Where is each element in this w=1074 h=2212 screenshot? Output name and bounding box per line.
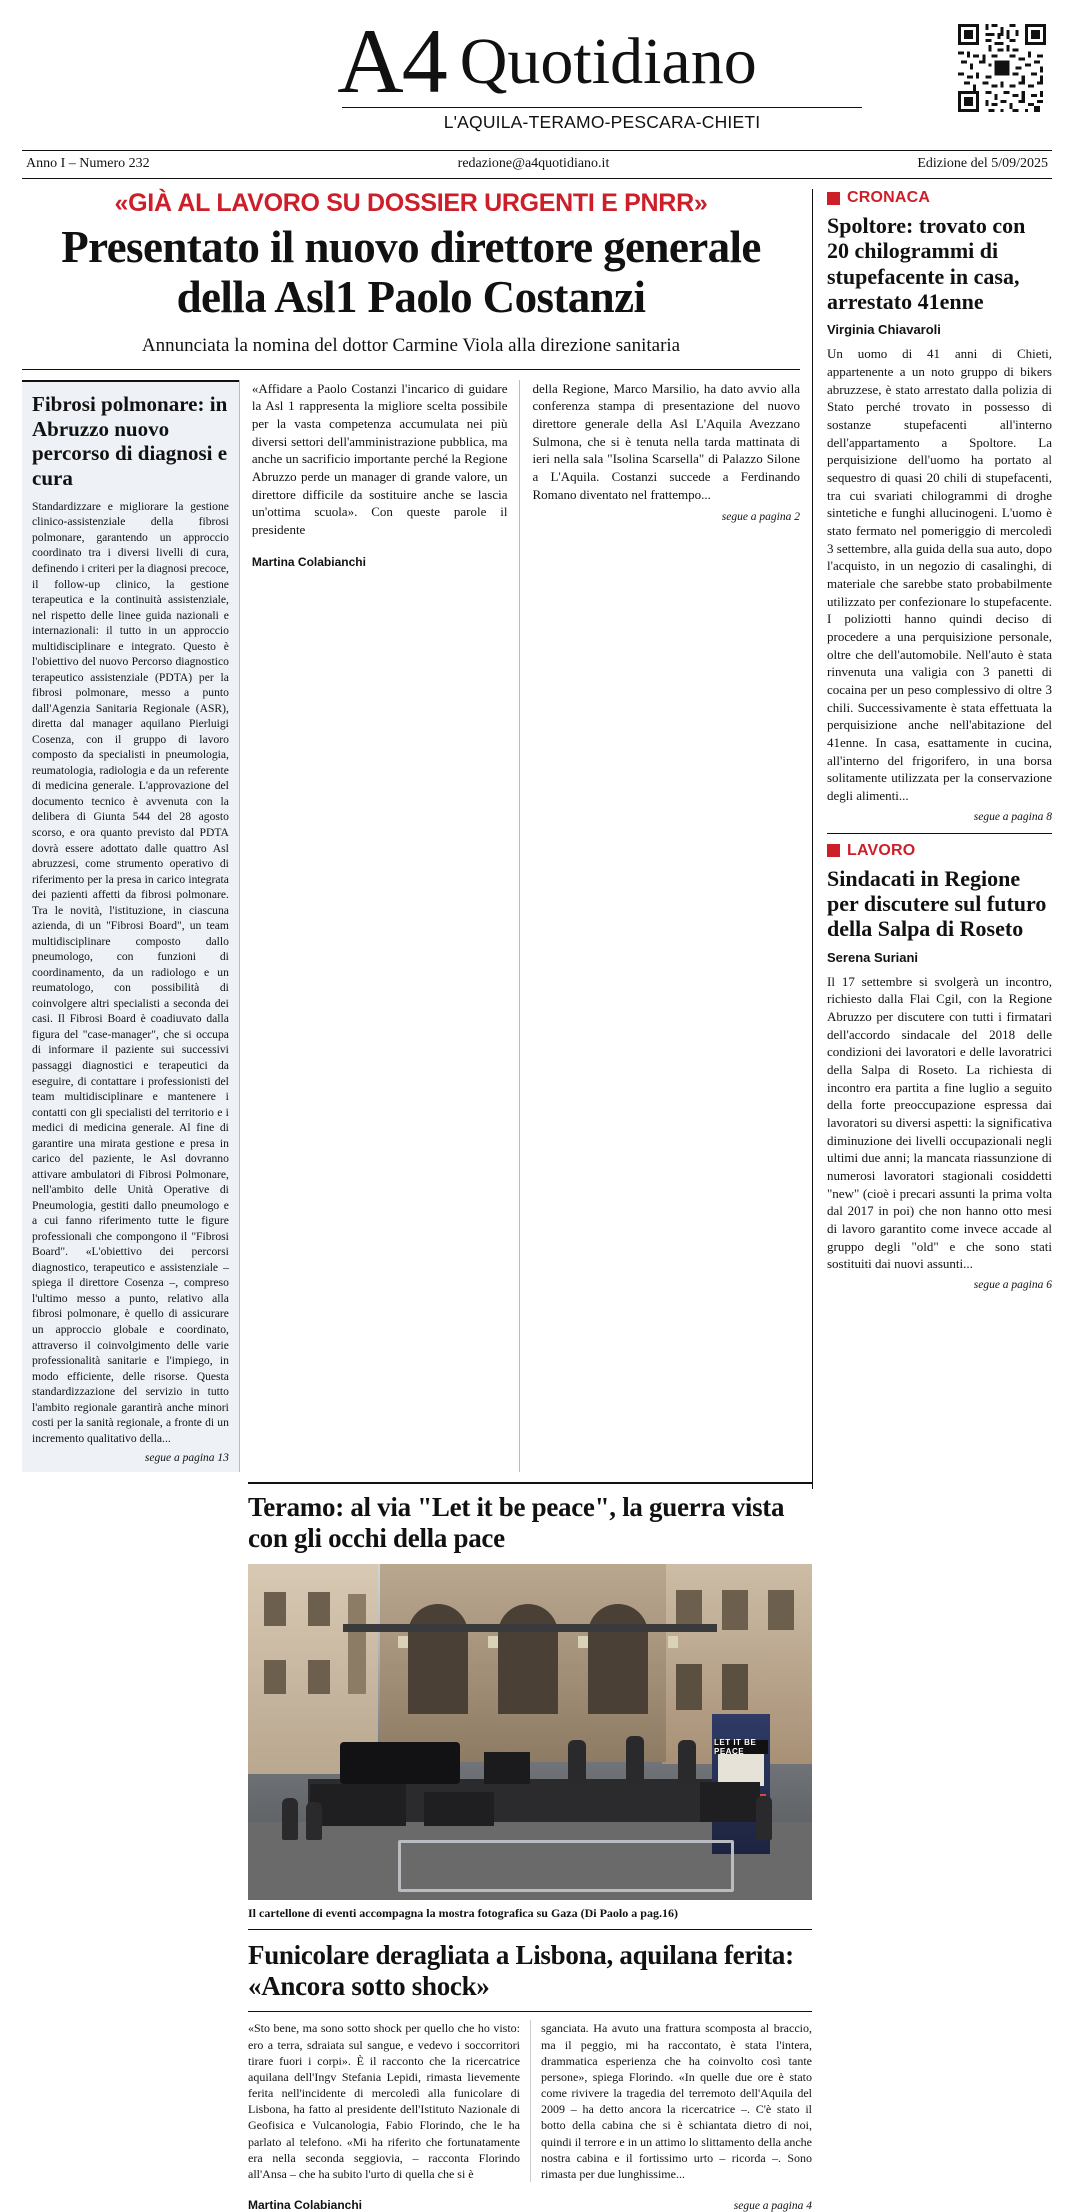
funicolare-columns [248,2020,812,2182]
page-body [22,189,1052,2212]
newsroom-email[interactable]: redazione@a4quotidiano.it [457,156,610,171]
lead-byline: Martina Colabianchi [251,554,366,569]
rail-section-tag-lavoro[interactable] [827,842,1052,860]
logo-wordmark: Quotidiano [459,24,757,98]
rail-tag-label: CRONACA [847,189,931,206]
photo-arch-1 [408,1604,468,1714]
lead-paragraph-1: «Affidare a Paolo Costanzi l'incarico di guidare la Asl 1 rappresenta la migliore scelta possibile per la vasta competenza accumulata nei più diversi settori dell'amministrazione pubblica, ma anche un sacrificio importante perché la Regione Abruzzo perde un manager di grande valore, un direttore difficile da sostituire anche se lascia un'ottima scuola». Con queste parole il presidente [251,380,508,538]
lead-subheadline: Annunciata la nomina del dottor Carmine Viola alla direzione sanitaria [22,335,800,370]
rail-segue-cronaca[interactable]: segue a pagina 8 [973,810,1052,823]
photo-arch-2 [498,1604,558,1714]
lead-body-text-1 [252,380,508,539]
photo-stage-light [578,1636,588,1648]
photo-equipment-case [424,1792,494,1826]
photo-person [282,1798,298,1840]
photo-banner-text: LET IT BE PEACE [714,1740,768,1754]
masthead-title-group [232,10,862,133]
lead-columns [22,380,800,1472]
lead-paragraph-2: della Regione, Marco Marsilio, ha dato avvio alla conferenza stampa di presentazione del nuovo direttore generale della Asl L'Aquila Avezzano Sulmona, che si è tenuta nella tarda mattinata di ieri nella sala "Isolina Scarsella" di Palazzo Silone a L'Aquila. Costanzi succede a Ferdinando Romano diventato nel frattempo... [532,380,800,502]
photo-musician [678,1740,696,1786]
rail-article-cronaca [827,189,1052,823]
section-marker-icon [827,192,840,205]
funicolare-segue[interactable]: segue a pagina 4 [733,2200,812,2212]
lead-body-text-2 [532,380,800,504]
lead-byline-row [252,547,508,569]
lead-kicker: «GIÀ AL LAVORO SU DOSSIER URGENTI E PNRR» [114,189,708,217]
edition-date: Edizione del 5/09/2025 [917,156,1048,171]
rail-divider [827,833,1052,834]
rail-body-cronaca: Un uomo di 41 anni di Chieti, appartenente a un noto gruppo di bikers abruzzese, è stato arrestato dalla polizia di Stato perché trovato in possesso di sostanze stupefacenti all'interno dell'appartamento a Spoltore. La perquisizione dell'uomo ha portato al sequestro di quasi 20 chili di stupefacenti, tra cui svariati chilogrammi di droghe sintetiche e funghi allucinogeni. L'uomo è stato fermato nel pomeriggio di mercoledì 3 settembre, alla guida della sua auto, dopo l'acquisto, in un negozio di casalinghi, di materiale che sarebbe stato probabilmente utilizzato per confezionare lo stupefacente. I poliziotti hanno quindi deciso di procedere a una perquisizione personale, oltre che dell'automobile. Nell'auto è stata rinvenuta una valigia con 3 panetti di cocaina per un peso complessivo di oltre 3 chili. Successivamente è stata effettuata la perquisizione anche nell'abitazione del 41enne. In casa, esattamente in cucina, all'interno del frigorifero, in una borsa solitamente utilizzata per la conservazione degli alimenti... [827,346,1052,803]
rail-author-cronaca: Virginia Chiavaroli [827,322,941,338]
funicolare-paragraph-1: «Sto bene, ma sono sotto shock per quello che ho visto: ero a terra, sdraiata sul sangue, e vedevo i soccorritori tirare fuori i corpi». È il racconto che la ricercatrice aquilana dell'Ingv Stefania Lepidi, rimasta lievemente ferita nell'incidente di mercoledì alla funicolare di Lisbona, ha fatto al presidente dell'Istituto Nazionale di Geofisica e Vulcanologia, Fabio Florindo, che le ha parlato al telefono. «Mi ha riferito che fortunatamente era nella seconda seggiovia, – racconta Florindo all'Ansa – che ha subito l'urto di quella che si è [248,2021,520,2181]
side-feature-segue[interactable]: segue a pagina 13 [144,1452,229,1465]
masthead-logo-row [337,10,757,112]
right-rail [812,189,1052,1489]
rail-author-lavoro: Serena Suriani [827,949,919,965]
logo-a4: A4 [337,10,446,112]
teramo-separator [248,1482,812,1554]
rail-article-lavoro [827,842,1052,1291]
issue-number: Anno I – Numero 232 [26,156,150,171]
funicolare-column-2 [530,2020,812,2182]
photo-stage-light [398,1636,408,1648]
photo-lighting-truss [343,1624,717,1632]
teramo-article [248,1482,812,2212]
section-marker-icon [827,844,840,857]
funicolare-column-1 [248,2020,530,2182]
rail-tag-label: LAVORO [847,841,916,859]
photo-musician [568,1740,586,1786]
photo-drum-kit [484,1752,530,1784]
photo-barrier [398,1840,734,1892]
lead-headline[interactable]: Presentato il nuovo direttore generale della Asl1 Paolo Costanzi [61,222,761,323]
side-feature-headline[interactable]: Fibrosi polmonare: in Abruzzo nuovo percorso di diagnosi e cura [32,391,228,491]
masthead [22,10,1052,138]
teramo-photo [248,1564,812,1900]
teramo-photo-caption: Il cartellone di eventi accompagna la mostra fotografica su Gaza (Di Paolo a pag.16) [248,1900,812,1930]
photo-musician [626,1736,644,1786]
lead-segue[interactable]: segue a pagina 2 [721,511,800,524]
teramo-headline[interactable]: Teramo: al via "Let it be peace", la guerra vista con gli occhi della pace [248,1492,785,1554]
issue-info-bar [22,150,1052,179]
funicolare-paragraph-2: sganciata. Ha avuto una frattura scomposta al braccio, ma il peggio, mi ha raccontato, è stata l'intera, drammatica esperienza che ha coinvolto così tante persone», spiega Florindo. «In quelle due ore è stato come rivivere la tragedia del terremoto dell'Aquila del 2009 – ha detto ancora la ricercatrice –. C'è stato il botto della cabina che si è schiantata dietro di noi, quindi il terrore e in un attimo lo slittamento della anche nostra cabina e il fortissimo urto – ricorda –. Sono rimasta per due lunghissime... [541,2021,812,2181]
photo-stage-light [668,1636,678,1648]
photo-equipment-case [310,1784,406,1826]
lead-body-column-1 [239,380,520,1472]
side-feature-body [32,499,229,1446]
photo-arch-3 [588,1604,648,1714]
funicolare-headline[interactable]: Funicolare deragliata a Lisbona, aquilana ferita: «Ancora sotto shock» [248,1939,794,2001]
masthead-subtitle: L'AQUILA-TERAMO-PESCARA-CHIETI [342,107,862,133]
funicolare-byline-row [248,2190,812,2212]
rail-headline-cronaca[interactable]: Spoltore: trovato con 20 chilogrammi di stupefacente in casa, arrestato 41enne [827,213,1026,314]
photo-equipment-case [700,1782,760,1822]
photo-grand-piano [340,1742,460,1784]
lead-segue-row [532,511,800,523]
rail-section-tag-cronaca[interactable] [827,189,1052,207]
main-column-zone [22,189,812,2212]
photo-person [756,1796,772,1840]
photo-stage-light [488,1636,498,1648]
side-feature-text: Standardizzare e migliorare la gestione clinico-assistenziale della fibrosi polmonare, garantendo un approccio coordinato tra i diversi livelli di cura, definendo i criteri per la diagnosi precoce, il follow-up clinico, la gestione terapeutica e la continuità assistenziale, nel rispetto delle linee guida nazionali e internazionali: il tutto in un approccio multidisciplinare e integrato. Questo è l'obiettivo del nuovo Percorso diagnostico terapeutico assistenziale (PDTA) per la fibrosi polmonare, messo a punto dall'Agenzia Sanitaria Regionale (ASR), diretta dal manager aquilano Pierluigi Cosenza, con il gruppo di lavoro composto da specialisti in pneumologia, reumatologia, radiologia e da un referente di medicina generale. L'approvazione del documento tecnico è avvenuta con la delibera di Giunta 544 del 28 agosto scorso, e ora quanto previsto dal PDTA dovrà essere adottato dalle quattro Asl abruzzesi, come strumento operativo di riferimento per la presa in carico integrata dei pazienti affetti da fibrosi polmonare. Tra le novità, l'istituzione, in ciascuna azienda, di un "Fibrosi Board", un team multidisciplinare composto dallo pneumologo, con funzioni di coordinamento, da un radiologo e un reumatologo, con possibilità di coinvolgere altri specialisti a seconda dei casi. Il Fibrosi Board è coadiuvato dalla figura del "case-manager", che si occupa di informare il paziente sui successivi passaggi diagnostici e terapeutici da eseguire, di contattare i professionisti del team multidisciplinare e mantenere i contatti con gli specialisti del territorio e i medici di medicina generale. Al fine di garantire una mirata gestione e presa in carico del paziente, le Asl dovranno attivare ambulatori di Fibrosi Polmonare, nell'ambito delle Unità Operative di Pneumologia, gestiti dallo pneumologo e a cui fanno riferimento tutte le figure professionali che compongono il "Fibrosi Board". «L'obiettivo dei percorsi diagnostico, terapeutico e assistenziale – spiega il direttore Cosenza –, compreso l'ultimo messo a punto, relativo alla fibrosi polmonare, è quello di assicurare un approccio globale e coordinato, attraverso il coinvolgimento delle varie professionalità sanitarie e l'impiego, in modo efficiente, delle risorse. Questa standardizzazione del servizio in tutto l'ambito regionale garantirà anche minori costi per la sanità regionale, a fronte di un incremento qualitativo della... [32,499,229,1445]
photo-person [306,1802,322,1840]
funicolare-byline: Martina Colabianchi [248,2198,363,2212]
rail-segue-lavoro[interactable]: segue a pagina 6 [973,1278,1052,1291]
side-feature-article [22,380,239,1472]
lead-body-column-2 [519,380,800,1472]
rail-headline-lavoro[interactable]: Sindacati in Regione per discutere sul futuro della Salpa di Roseto [827,865,1047,942]
rail-body-lavoro: Il 17 settembre si svolgerà un incontro, richiesto dalla Flai Cgil, con la Regione Abruzzo per discutere con tutti i firmatari dell'accordo sindacale del 2018 delle condizioni dei lavoratori e delle lavoratrici della Salpa di Roseto. La richiesta di incontro era partita a fine luglio a seguito della forte preoccupazione espressa dai lavoratori su diversi aspetti: la significativa diminuzione dei livelli occupazionali negli ultimi due anni; la mancata riassunzione di numerosi lavoratori stagionali cosiddetti "new" (cioè i precari assunti la prima volta dal 2017 in poi) che non hanno otto mesi di lavoro garantito come invece accade al gruppo degli "old" e che sono stati sostituiti dai nuovi assunti... [827,973,1052,1272]
funicolare-article [248,1940,812,2212]
qr-code-icon[interactable] [958,24,1046,112]
